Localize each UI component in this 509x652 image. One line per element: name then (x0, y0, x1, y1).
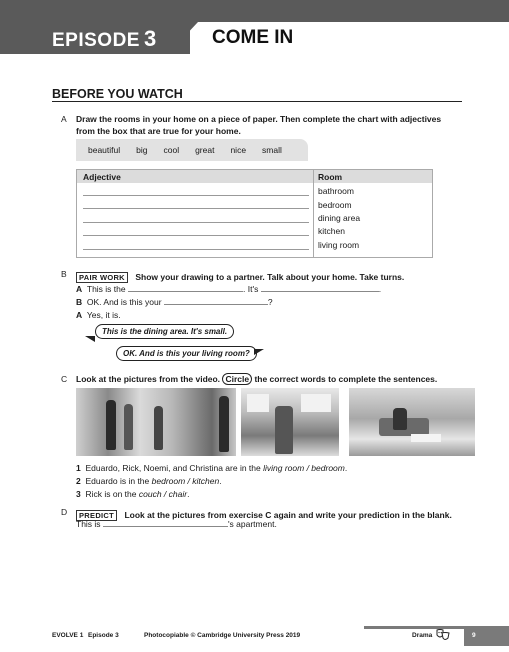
person-figure (124, 404, 133, 450)
footer-copyright: Photocopiable © Cambridge University Press 2019 (144, 632, 301, 639)
video-still-kitchen (241, 388, 339, 456)
speaker-a: A (76, 284, 83, 294)
coffee-table (411, 434, 441, 442)
room-cell: bedroom (318, 200, 352, 210)
room-cell: bathroom (318, 186, 354, 196)
section-heading: BEFORE YOU WATCH (52, 87, 183, 101)
blank-adjective[interactable] (261, 283, 382, 294)
footer-episode: Episode 3 (88, 632, 119, 639)
speech-bubble-2: OK. And is this your living room? (116, 346, 257, 361)
section-rule (52, 101, 462, 102)
item-text: . (344, 463, 348, 473)
word-big: big (136, 145, 148, 155)
item-text: Eduardo, Rick, Noemi, and Christina are in the (85, 463, 261, 473)
table-header-row (77, 170, 432, 183)
person-figure (106, 400, 116, 450)
room-cell: dining area (318, 213, 361, 223)
episode-label: EPISODE 3 (52, 26, 157, 51)
item-text: . (219, 476, 222, 486)
instruction-text: the correct words to complete the sentences. (254, 374, 438, 384)
predict-tag: PREDICT (76, 510, 117, 521)
item-2 (76, 475, 222, 487)
episode-number: 3 (143, 26, 157, 51)
speech-bubble-1: This is the dining area. It's small. (95, 324, 234, 339)
prediction-text: This is (76, 519, 101, 529)
video-still-living-room (76, 388, 236, 456)
instruction-text: Look at the pictures from the video. (76, 374, 221, 384)
item-options[interactable]: couch / chair (138, 489, 188, 499)
prediction-line (76, 518, 277, 530)
speaker-a: A (76, 310, 83, 320)
item-3 (76, 488, 189, 500)
item-text: Rick is on the (85, 489, 137, 499)
word-nice: nice (230, 145, 247, 155)
circle-word: Circle (222, 373, 252, 385)
exercise-d-letter: D (61, 507, 68, 517)
footer-page-number: 9 (472, 632, 476, 639)
person-figure (219, 396, 229, 452)
word-box (76, 139, 308, 161)
bubble-tail (254, 349, 264, 355)
dialogue-line-3 (76, 309, 121, 321)
pair-work-tag: PAIR WORK (76, 272, 128, 283)
dialogue-text: This is the (86, 284, 126, 294)
room-cell: living room (318, 240, 360, 250)
item-text: . (187, 489, 190, 499)
room-cell: kitchen (318, 226, 345, 236)
item-text: Eduardo is in the (85, 476, 150, 486)
blank-name[interactable] (103, 518, 228, 527)
cabinet (301, 394, 331, 412)
item-number: 2 (76, 476, 81, 486)
exercise-d-instruction: Look at the pictures from exercise C again and write your prediction in the blank. (124, 510, 452, 520)
person-figure (275, 406, 293, 454)
bubble-tail (85, 336, 95, 342)
table-header-room: Room (318, 172, 343, 182)
exercise-a-instruction-1: Draw the rooms in your home on a piece of paper. Then complete the chart with adjectives (76, 114, 442, 124)
adjective-blank-4[interactable] (83, 235, 309, 236)
person-figure (154, 406, 163, 450)
header-band (0, 0, 509, 22)
item-1 (76, 462, 347, 474)
item-number: 3 (76, 489, 81, 499)
adjective-room-table (76, 169, 433, 258)
person-figure (393, 408, 407, 430)
table-header-adjective: Adjective (83, 172, 121, 182)
word-cool: cool (163, 145, 180, 155)
dialogue-text: Yes, it is. (86, 310, 121, 320)
exercise-a-letter: A (61, 114, 67, 124)
blank-room-2[interactable] (164, 296, 268, 305)
adjective-blank-2[interactable] (83, 208, 309, 209)
table-divider (313, 170, 314, 257)
prediction-text: 's apartment. (227, 519, 277, 529)
blank-room[interactable] (128, 283, 243, 292)
dialogue-text: . (378, 284, 382, 294)
dialogue-text: ? (267, 297, 273, 307)
cabinet (247, 394, 269, 412)
adjective-blank-5[interactable] (83, 249, 309, 250)
drama-masks-icon (436, 628, 450, 640)
item-number: 1 (76, 463, 81, 473)
adjective-blank-1[interactable] (83, 195, 309, 196)
episode-title: COME IN (212, 27, 294, 48)
exercise-c-instruction (76, 373, 437, 385)
exercise-a-instruction-2: from the box that are true for your home. (76, 126, 241, 136)
word-beautiful: beautiful (88, 145, 121, 155)
dialogue-text: . It's (243, 284, 259, 294)
footer-book: EVOLVE 1 (52, 632, 84, 639)
exercise-b-instruction: Show your drawing to a partner. Talk about your home. Take turns. (135, 272, 405, 282)
dialogue-line-2 (76, 296, 273, 308)
dialogue-line-1 (76, 283, 381, 295)
exercise-c-letter: C (61, 374, 68, 384)
item-options[interactable]: bedroom / kitchen (151, 476, 220, 486)
video-still-couch (349, 388, 475, 456)
episode-tab-slant (168, 22, 198, 54)
word-small: small (262, 145, 282, 155)
dialogue-text: OK. And is this your (86, 297, 162, 307)
speaker-b: B (76, 297, 83, 307)
adjective-blank-3[interactable] (83, 222, 309, 223)
footer-section: Drama (412, 632, 433, 639)
word-great: great (195, 145, 215, 155)
item-options[interactable]: living room / bedroom (263, 463, 345, 473)
exercise-b-letter: B (61, 269, 67, 279)
